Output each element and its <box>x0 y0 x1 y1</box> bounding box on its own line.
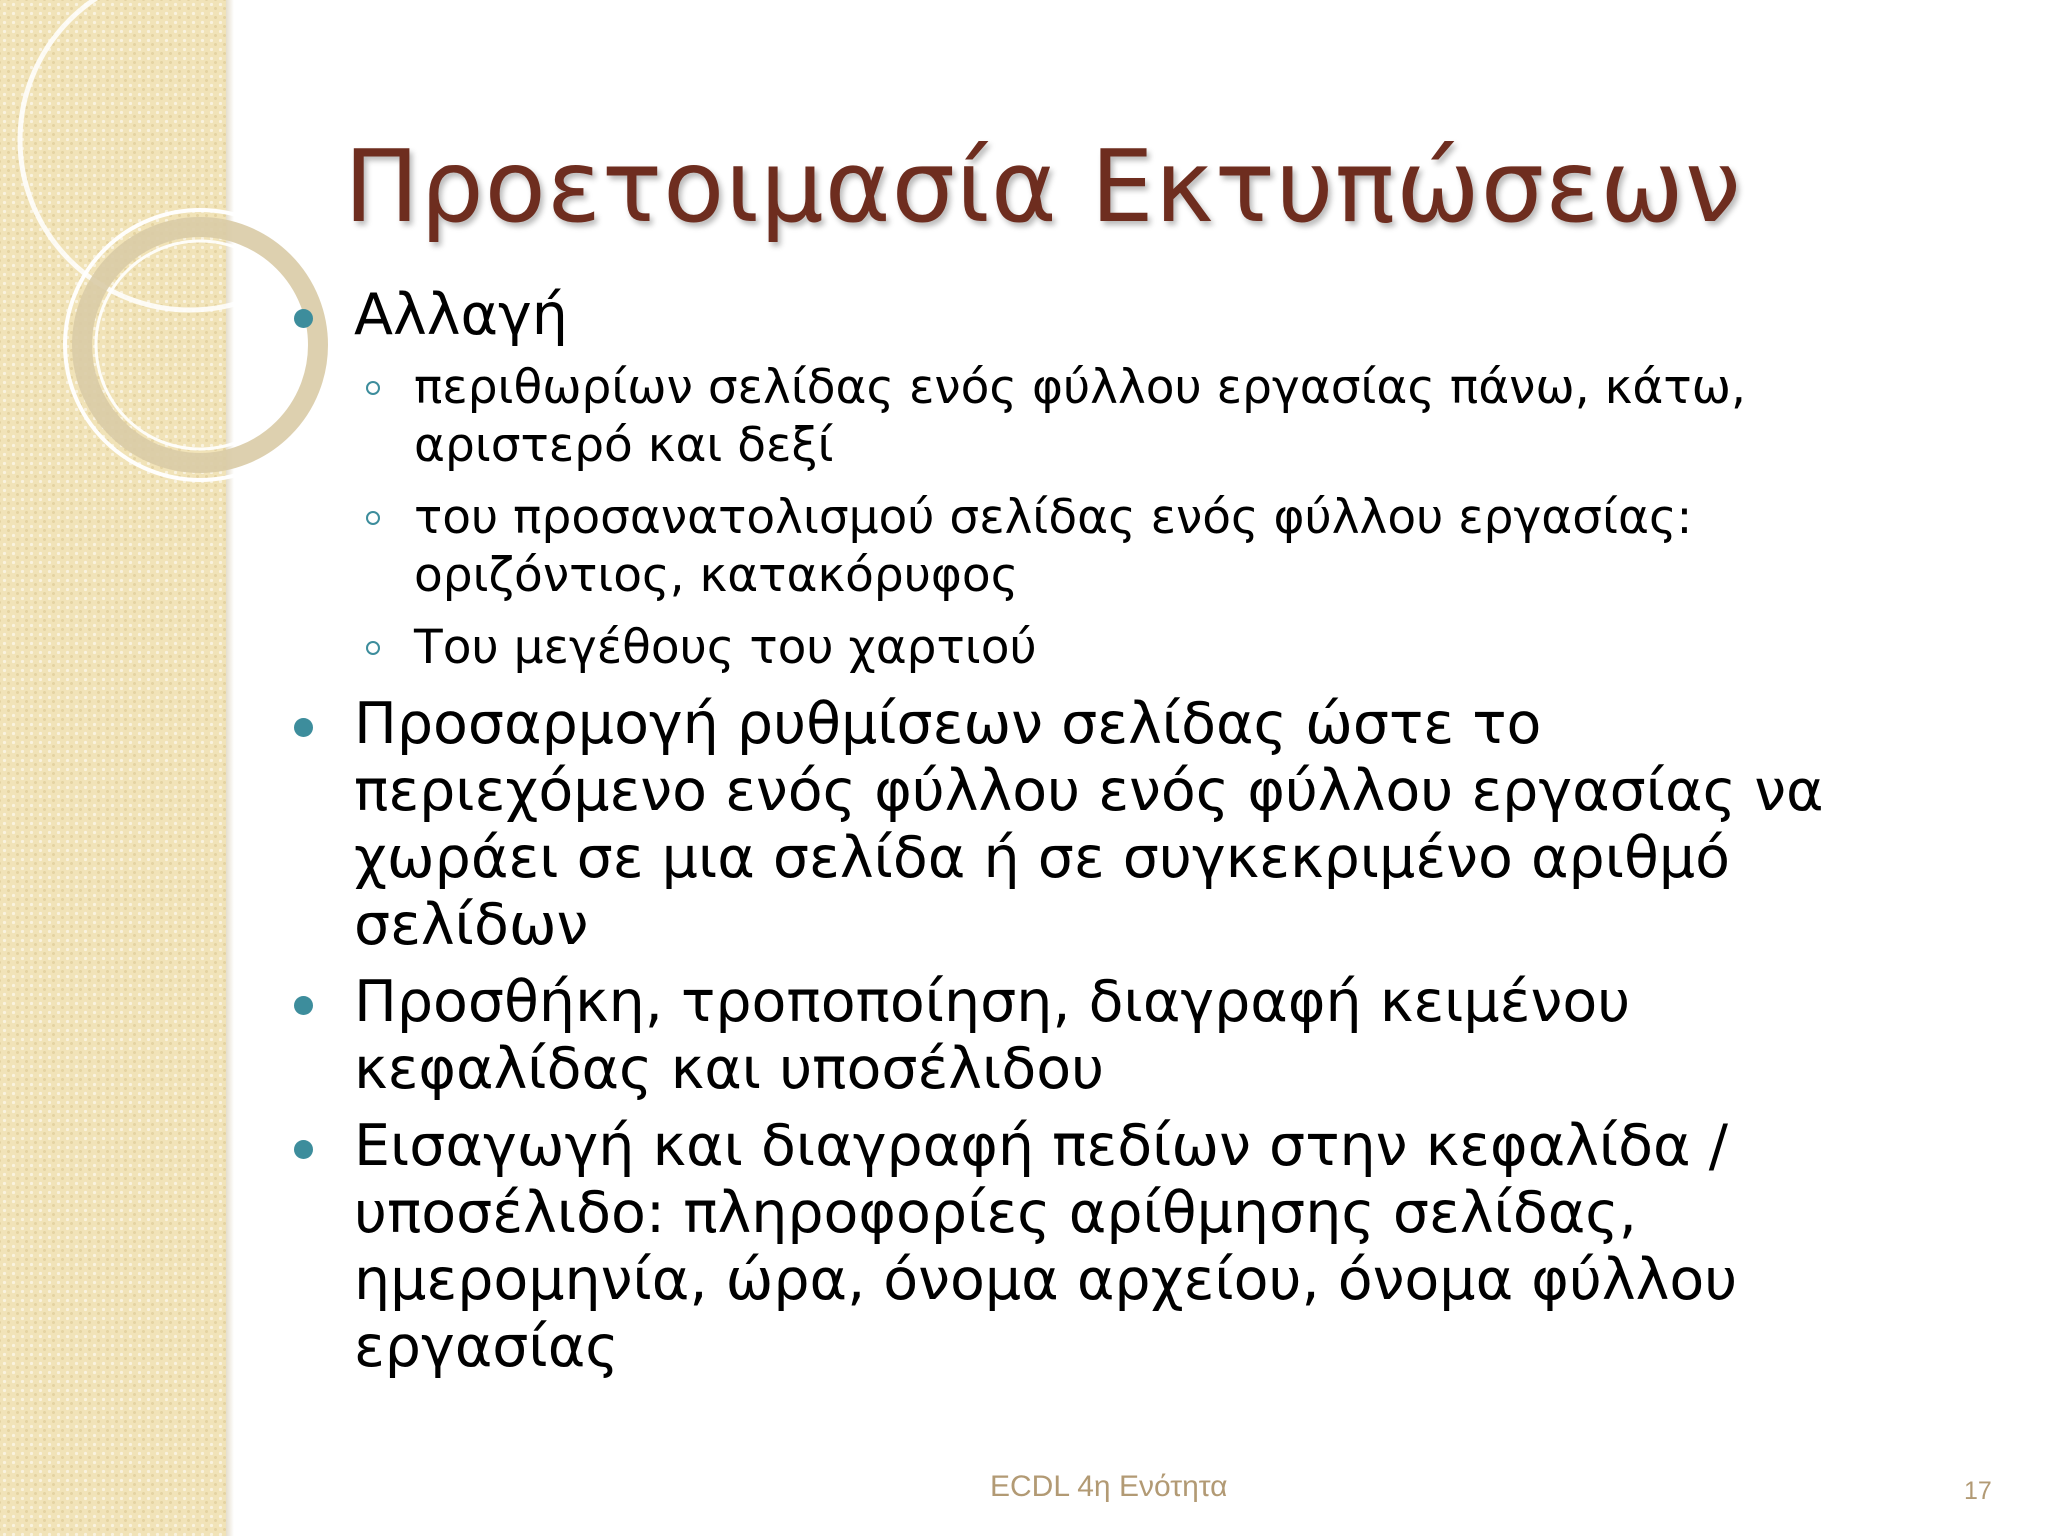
ring-bullet-icon <box>366 641 380 655</box>
sub-bullet-text: του προσανατολισμού σελίδας ενός φύλλου εργασίας: οριζόντιος, κατακόρυφος <box>414 490 1693 603</box>
bullet-dot-icon <box>294 1140 313 1159</box>
ring-bullet-icon <box>366 381 380 395</box>
ring-bullet-icon <box>366 511 380 525</box>
bullet-dot-icon <box>294 718 313 737</box>
bullet-list <box>290 282 1910 1391</box>
sub-bullet-text: Του μεγέθους του χαρτιού <box>414 620 1037 675</box>
bullet-text: Εισαγωγή και διαγραφή πεδίων στην κεφαλίδα / υποσέλιδο: πληροφορίες αρίθμησης σελίδας, ημερομηνία, ώρα, όνομα αρχείου, όνομα φύλλου εργασίας <box>354 1113 1738 1380</box>
bullet-dot-icon <box>294 996 313 1015</box>
slide-title: Προετοιμασία Εκτυπώσεων <box>344 128 1742 245</box>
page-number: 17 <box>1964 1477 1992 1505</box>
bullet-item <box>290 282 1910 349</box>
sub-bullet-item <box>290 359 1910 475</box>
bullet-item <box>290 691 1910 959</box>
bullet-text: Προσθήκη, τροποποίηση, διαγραφή κειμένου κεφαλίδας και υποσέλιδου <box>354 969 1631 1102</box>
footer-label: ECDL 4η Ενότητα <box>990 1470 1228 1503</box>
bullet-item <box>290 1113 1910 1381</box>
sub-bullet-item <box>290 619 1910 677</box>
sub-bullet-text: περιθωρίων σελίδας ενός φύλλου εργασίας πάνω, κάτω, αριστερό και δεξί <box>414 360 1746 473</box>
bullet-dot-icon <box>294 309 313 328</box>
bullet-text: Αλλαγή <box>354 282 568 348</box>
sub-bullet-item <box>290 489 1910 605</box>
bullet-item <box>290 969 1910 1103</box>
inner-ring <box>96 241 304 449</box>
thick-ring <box>82 227 318 463</box>
bullet-text: Προσαρμογή ρυθμίσεων σελίδας ώστε το περιεχόμενο ενός φύλλου ενός φύλλου εργασίας να χωράει σε μια σελίδα ή σε συγκεκριμένο αριθμό σελίδων <box>354 691 1824 958</box>
